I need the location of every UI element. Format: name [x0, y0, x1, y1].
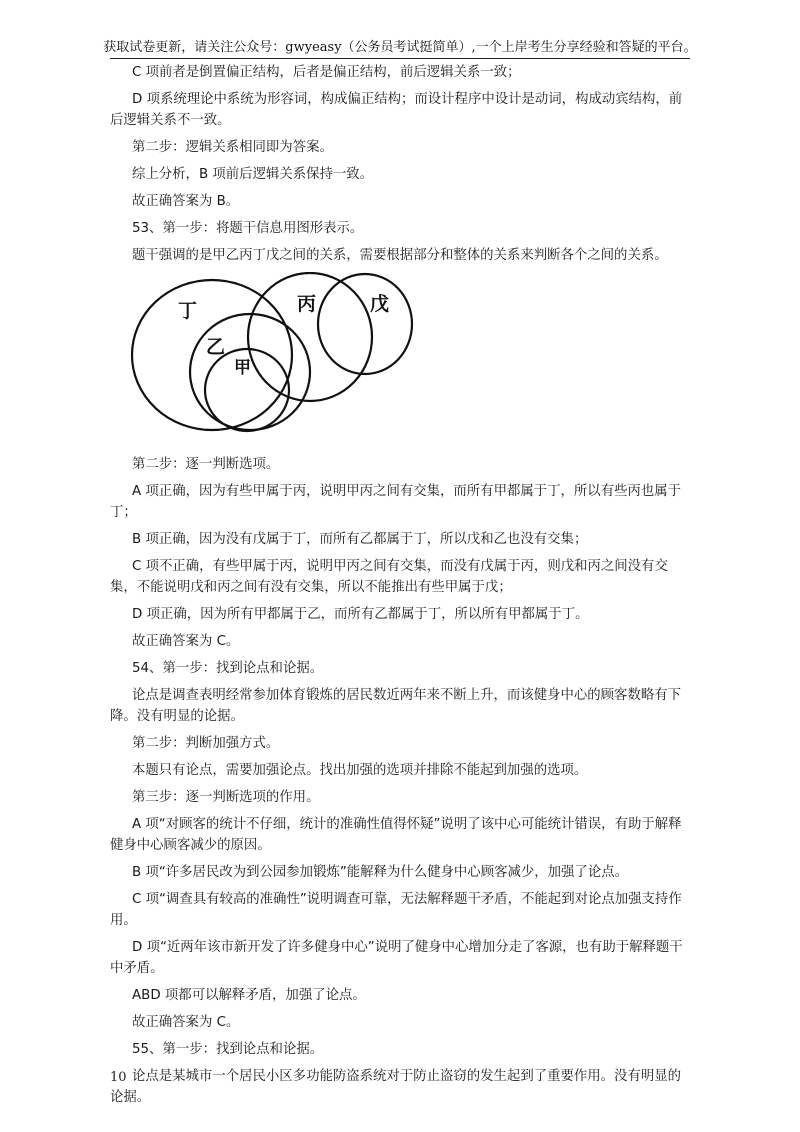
paragraph: 故正确答案为 B。 — [132, 194, 240, 209]
paragraph: 综上分析，B 项前后逻辑关系保持一致。 — [132, 167, 374, 182]
label-ding: 丁 — [178, 300, 198, 322]
paragraph: C 项不正确，有些甲属于丙，说明甲丙之间有交集，而没有戊属于丙，则戊和丙之间没有交集，不能说明戊和丙之间有没有交集，所以不能推出有些甲属于戊； — [110, 559, 668, 595]
paragraph: D 项系统理论中系统为形容词，构成偏正结构；而设计程序中设计是动词，构成动宾结构，前后逻辑关系不一致。 — [110, 92, 683, 128]
top-paragraphs — [110, 62, 690, 266]
paragraph: 第二步：逻辑关系相同即为答案。 — [132, 140, 333, 155]
label-bing: 丙 — [297, 293, 317, 315]
header-rule — [110, 58, 690, 59]
paragraph: 本题只有论点，需要加强论点。找出加强的选项并排除不能起到加强的选项。 — [132, 763, 588, 778]
paragraph: D 项正确，因为所有甲都属于乙，而所有乙都属于丁，所以所有甲都属于丁。 — [132, 607, 589, 622]
paragraph: 第二步：判断加强方式。 — [132, 736, 280, 751]
paragraph: 论点是某城市一个居民小区多功能防盗系统对于防止盗窃的发生起到了重要作用。没有明显的论据。 — [110, 1069, 682, 1105]
page-header: 获取试卷更新，请关注公众号：gwyeasy（公务员考试挺简单）,一个上岸考生分享经验和答疑的平台。 — [103, 40, 697, 55]
paragraph: A 项“对顾客的统计不仔细，统计的准确性值得怀疑”说明了该中心可能统计错误，有助于解释健身中心顾客减少的原因。 — [110, 817, 682, 853]
bottom-paragraphs — [110, 454, 690, 1108]
paragraph: C 项前者是倒置偏正结构，后者是偏正结构，前后逻辑关系一致； — [132, 65, 521, 80]
label-yi: 乙 — [206, 336, 226, 358]
paragraph: ABD 项都可以解释矛盾，加强了论点。 — [132, 988, 366, 1003]
paragraph: C 项“调查具有较高的准确性”说明调查可靠，无法解释题干矛盾，不能起到对论点加强支持作用。 — [110, 892, 682, 928]
page-body — [110, 62, 690, 1114]
paragraph: 53、第一步：将题干信息用图形表示。 — [132, 221, 364, 236]
paragraph: 55、第一步：找到论点和论据。 — [132, 1042, 324, 1057]
paragraph: 题干强调的是甲乙丙丁戊之间的关系，需要根据部分和整体的关系来判断各个之间的关系。 — [132, 248, 668, 263]
venn-diagram — [110, 272, 690, 450]
paragraph: 第二步：逐一判断选项。 — [132, 457, 280, 472]
paragraph: 54、第一步：找到论点和论据。 — [132, 661, 324, 676]
paragraph: 第三步：逐一判断选项的作用。 — [132, 790, 320, 805]
label-wu: 戊 — [370, 293, 390, 315]
paragraph: 论点是调查表明经常参加体育锻炼的居民数近两年来不断上升，而该健身中心的顾客数略有下降。没有明显的论据。 — [110, 688, 682, 724]
paragraph: B 项正确，因为没有戊属于丁，而所有乙都属于丁，所以戊和乙也没有交集； — [132, 532, 588, 547]
paragraph: D 项“近两年该市新开发了许多健身中心”说明了健身中心增加分走了客源，也有助于解释题干中矛盾。 — [110, 940, 683, 976]
paragraph: A 项正确，因为有些甲属于丙，说明甲丙之间有交集，而所有甲都属于丁，所以有些丙也属于丁； — [110, 484, 682, 520]
circle-wu — [318, 274, 412, 374]
paragraph: B 项“许多居民改为到公园参加锻炼”能解释为什么健身中心顾客减少，加强了论点。 — [132, 865, 628, 880]
label-jia: 甲 — [234, 358, 251, 378]
paragraph: 故正确答案为 C。 — [132, 1015, 240, 1030]
paragraph: 故正确答案为 C。 — [132, 634, 240, 649]
page-number: 10 — [110, 1070, 127, 1085]
